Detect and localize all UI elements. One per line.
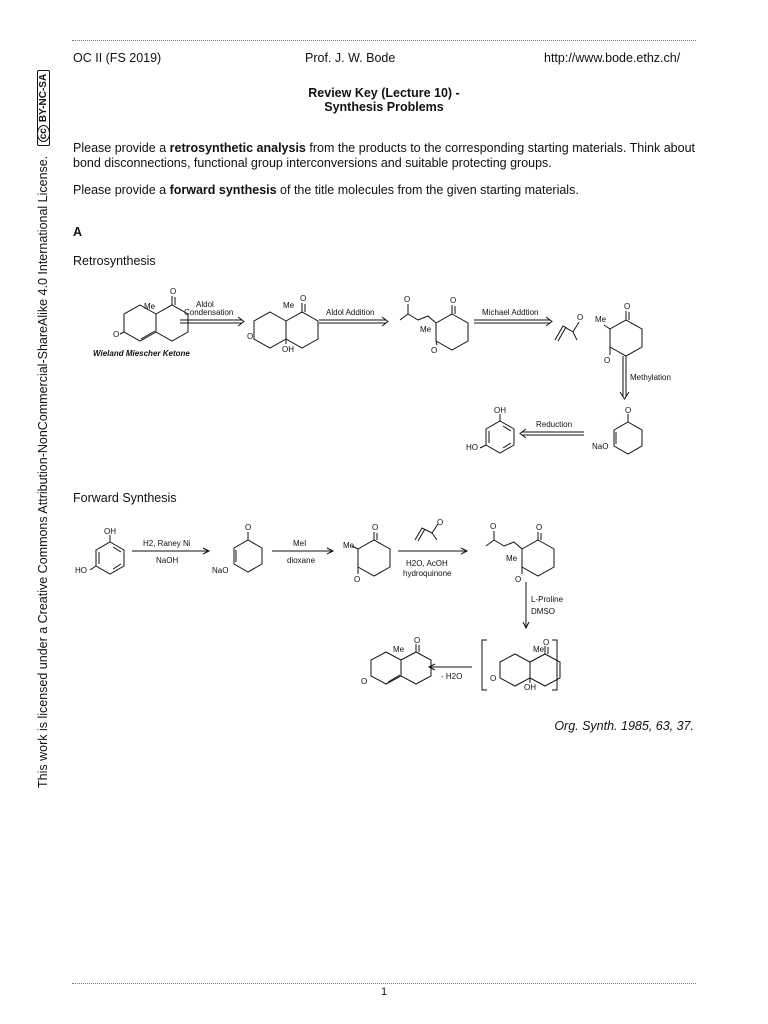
footer-divider xyxy=(72,983,696,984)
retro-step1-label1: Aldol xyxy=(196,300,214,309)
instruction-retro: Please provide a retrosynthetic analysis from the products to the corresponding starting materials. Think about bond disconnections, functional group interconversions and suitable protecting groups. xyxy=(73,141,695,170)
atom-o-19: O xyxy=(543,638,550,647)
retro-heading: Retrosynthesis xyxy=(73,254,156,268)
atom-o-15: O xyxy=(437,518,444,527)
cc-badge-text: BY-NC-SA xyxy=(38,73,50,123)
fwd-step4-line2: DMSO xyxy=(531,607,555,616)
atom-nao-1: NaO xyxy=(592,442,609,451)
atom-me-4: Me xyxy=(595,315,607,324)
license-sidebar xyxy=(36,70,50,788)
atom-nao-2: NaO xyxy=(212,566,229,575)
atom-o-18: O xyxy=(515,575,522,584)
atom-o-10: O xyxy=(604,356,611,365)
molecule-resorcinol-fwd xyxy=(90,535,124,574)
atom-oh-2: OH xyxy=(494,406,506,415)
molecule-methyl-dione-fwd xyxy=(352,532,390,576)
atom-o-13: O xyxy=(372,523,379,532)
molecule-enolate-retro xyxy=(614,414,642,454)
fwd-step1-base: NaOH xyxy=(156,556,179,565)
doc-title-line2: Synthesis Problems xyxy=(324,100,444,114)
atom-me-1: Me xyxy=(144,302,156,311)
molecule-mvk-fwd xyxy=(415,524,438,541)
page-number: 1 xyxy=(380,986,388,998)
fwd-step3-line2: hydroquinone xyxy=(403,569,452,578)
retro-step2-label: Aldol Addition xyxy=(326,308,375,317)
fwd-step2-solvent: dioxane xyxy=(287,556,316,565)
atom-o-14: O xyxy=(354,575,361,584)
atom-o-22: O xyxy=(361,677,368,686)
atom-o-9: O xyxy=(624,302,631,311)
atom-me-5: Me xyxy=(343,541,355,550)
header-course: OC II (FS 2019) xyxy=(73,51,162,65)
molecule-triketone-fwd xyxy=(486,531,554,576)
atom-o-7: O xyxy=(431,346,438,355)
atom-o-16: O xyxy=(536,523,543,532)
fwd-step1-reagent: H2, Raney Ni xyxy=(143,539,191,548)
molecule-enolate-fwd xyxy=(234,532,262,572)
retro-step1-label2: Condensation xyxy=(184,308,234,317)
atom-me-8: Me xyxy=(393,645,405,654)
atom-o-4: O xyxy=(247,332,254,341)
atom-me-2: Me xyxy=(283,301,295,310)
doc-title-line1: Review Key (Lecture 10) - xyxy=(308,86,460,100)
fwd-step4-line1: L-Proline xyxy=(531,595,564,604)
atom-o-17: O xyxy=(490,522,497,531)
header-url[interactable]: http://www.bode.ethz.ch/ xyxy=(544,51,681,65)
atom-o-3: O xyxy=(300,294,307,303)
wmk-label: Wieland Miescher Ketone xyxy=(93,349,190,358)
section-label: A xyxy=(73,225,83,239)
atom-oh-3: OH xyxy=(104,527,116,536)
atom-oh-4: OH xyxy=(524,683,536,692)
cc-license-badge[interactable] xyxy=(37,70,50,146)
fwd-step5-label: - H2O xyxy=(441,672,463,681)
atom-me-7: Me xyxy=(533,645,545,654)
atom-o-21: O xyxy=(414,636,421,645)
atom-me-6: Me xyxy=(506,554,518,563)
atom-o-6: O xyxy=(404,295,411,304)
atom-me-3: Me xyxy=(420,325,432,334)
retro-step3-label: Michael Addtion xyxy=(482,308,539,317)
header-author: Prof. J. W. Bode xyxy=(305,51,396,65)
atom-o-8: O xyxy=(577,313,584,322)
atom-o-1: O xyxy=(170,287,177,296)
molecule-resorcinol-retro xyxy=(480,414,514,453)
fwd-step3-line1: H2O, AcOH xyxy=(406,559,448,568)
license-text: This work is licensed under a Creative Commons Attribution-NonCommercial-ShareAlike 4.0 International License. xyxy=(36,155,50,788)
fwd-step2-reagent: MeI xyxy=(293,539,307,548)
atom-oh-1: OH xyxy=(282,345,294,354)
atom-ho-1: HO xyxy=(466,443,478,452)
atom-o-12: O xyxy=(245,523,252,532)
atom-o-5: O xyxy=(450,296,457,305)
citation: Org. Synth. 1985, 63, 37. xyxy=(554,719,694,733)
retro-step4-label: Methylation xyxy=(630,373,671,382)
atom-o-11: O xyxy=(625,406,632,415)
atom-o-2: O xyxy=(113,330,120,339)
molecule-mvk xyxy=(555,322,579,341)
molecule-methyl-dione xyxy=(604,311,642,356)
cc-logo-icon: cc xyxy=(37,125,50,142)
instruction-forward: Please provide a forward synthesis of the title molecules from the given starting materials. xyxy=(73,183,579,197)
forward-heading: Forward Synthesis xyxy=(73,491,177,505)
atom-o-20: O xyxy=(490,674,497,683)
atom-ho-2: HO xyxy=(75,566,87,575)
retro-step5-label: Reduction xyxy=(536,420,573,429)
molecule-triketone xyxy=(400,304,468,350)
